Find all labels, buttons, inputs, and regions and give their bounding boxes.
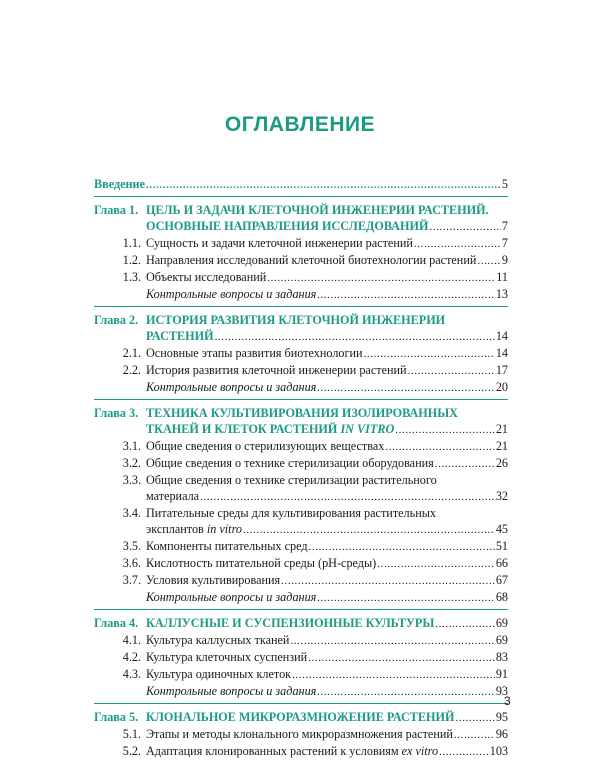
section-title: Общие сведения о стерилизующих веществах [146,439,385,453]
chapter-heading [94,405,508,421]
toc-page-number: 68 [495,590,508,604]
section-title: Направления исследований клеточной биотехнологии растений [146,253,477,267]
leader-dots [317,380,494,396]
section-entry [94,538,508,555]
toc-page-number: 9 [501,253,508,267]
section-title: эксплантов in vitro [146,522,242,536]
toc-page-number: 69 [495,616,508,630]
chapter-title: ЦЕЛЬ И ЗАДАЧИ КЛЕТОЧНОЙ ИНЖЕНЕРИИ РАСТЕНИЙ. [146,203,489,217]
section-entry [94,438,508,455]
section-entry [94,252,508,269]
section-entry [94,488,508,505]
section-title: Этапы и методы клонального микроразмножения растений [146,727,453,741]
toc-page-number: 103 [489,744,508,758]
toc-page-number: 45 [495,522,508,536]
divider [94,703,508,704]
section-title: материала [146,489,200,503]
leader-dots [414,236,501,252]
toc-page-number: 13 [495,287,508,301]
toc-page-number: 11 [496,270,508,284]
section-number: 4.1. [122,633,141,647]
page-number: 3 [504,694,511,708]
leader-dots [364,346,495,362]
chapter-heading [94,218,508,235]
toc-page-number: 5 [501,177,508,191]
section-number: 1.2. [122,253,141,267]
section-number: 3.6. [122,556,141,570]
divider [94,306,508,307]
section-number: 3.3. [122,473,141,487]
section-title: Кислотность питательной среды (pH-среды) [146,556,377,570]
chapter-title: ОСНОВНЫЕ НАПРАВЛЕНИЯ ИССЛЕДОВАНИЙ [146,219,429,233]
toc-page-number: 20 [495,380,508,394]
section-entry [94,555,508,572]
section-number: 1.3. [122,270,141,284]
chapter-heading [94,312,508,328]
section-title: Культура одиночных клеток [146,667,292,681]
chapter-title: РАСТЕНИЙ [146,329,214,343]
toc-page-number: 21 [495,422,508,436]
section-entry [94,743,508,760]
chapter-title: ТЕХНИКА КУЛЬТИВИРОВАНИЯ ИЗОЛИРОВАННЫХ [146,406,458,420]
section-number: 3.2. [122,456,141,470]
leader-dots [456,710,495,726]
section-number: 3.1. [122,439,141,453]
section-title: Общие сведения о технике стерилизации оборудования [146,456,434,470]
chapter-title: ТКАНЕЙ И КЛЕТОК РАСТЕНИЙ IN VITRO [146,422,395,436]
toc-page-number: 7 [501,219,508,233]
section-entry [94,649,508,666]
questions-label: Контрольные вопросы и задания [146,590,317,604]
toc-entry-label: Введение [94,177,145,191]
section-number: 1.1. [122,236,141,250]
section-number: 2.1. [122,346,141,360]
toc-page-number: 7 [501,236,508,250]
leader-dots [317,287,494,303]
section-number: 4.3. [122,667,141,681]
leader-dots [395,422,495,438]
section-number: 2.2. [122,363,141,377]
toc-page-number: 69 [495,633,508,647]
toc-page-number: 83 [495,650,508,664]
section-title: История развития клеточной инженерии растений [146,363,407,377]
section-title: Общие сведения о технике стерилизации растительного [146,473,437,487]
section-entry [94,572,508,589]
leader-dots [146,177,501,193]
chapter-heading [94,328,508,345]
toc-page-number: 91 [495,667,508,681]
section-entry [94,455,508,472]
chapter-number: Глава 3. [94,406,139,420]
section-entry [94,726,508,743]
leader-dots [477,253,501,269]
section-title: Основные этапы развития биотехнологии [146,346,363,360]
section-entry [94,269,508,286]
section-entry [94,472,508,488]
leader-dots [281,573,495,589]
chapter-number: Глава 1. [94,203,139,217]
section-number: 5.1. [122,727,141,741]
leader-dots [309,539,495,555]
toc-page-number: 96 [495,727,508,741]
leader-dots [267,270,495,286]
chapter-number: Глава 5. [94,710,139,724]
leader-dots [292,667,495,683]
questions-label: Контрольные вопросы и задания [146,380,317,394]
toc-page-number: 32 [495,489,508,503]
table-of-contents [94,176,508,760]
toc-page-number: 95 [495,710,508,724]
chapter-title: КЛОНАЛЬНОЕ МИКРОРАЗМНОЖЕНИЕ РАСТЕНИЙ [146,710,455,724]
leader-dots [200,489,495,505]
section-entry [94,521,508,538]
section-title: Питательные среды для культивирования растительных [146,506,436,520]
leader-dots [435,456,495,472]
toc-page-number: 67 [495,573,508,587]
chapter-title: КАЛЛУСНЫЕ И СУСПЕНЗИОННЫЕ КУЛЬТУРЫ [146,616,435,630]
section-title: Сущность и задачи клеточной инженерии растений [146,236,413,250]
chapter-heading [94,615,508,632]
section-number: 5.2. [122,744,141,758]
toc-page-number: 26 [495,456,508,470]
leader-dots [454,727,495,743]
section-entry [94,362,508,379]
section-number: 3.7. [122,573,141,587]
section-title: Культура каллусных тканей [146,633,290,647]
toc-page-number: 14 [495,329,508,343]
section-entry [94,345,508,362]
divider [94,196,508,197]
toc-page-number: 21 [495,439,508,453]
toc-page-number: 51 [495,539,508,553]
toc-entry-intro [94,176,508,193]
leader-dots [377,556,495,572]
chapter-title: ИСТОРИЯ РАЗВИТИЯ КЛЕТОЧНОЙ ИНЖЕНЕРИИ [146,313,446,327]
questions-entry [94,379,508,396]
leader-dots [408,363,495,379]
questions-entry [94,589,508,606]
leader-dots [435,616,495,632]
toc-page-number: 93 [495,684,508,698]
leader-dots [439,744,489,760]
leader-dots [308,650,495,666]
toc-page-number: 66 [495,556,508,570]
leader-dots [290,633,494,649]
questions-entry [94,683,508,700]
leader-dots [317,684,494,700]
questions-label: Контрольные вопросы и задания [146,287,317,301]
section-number: 3.4. [122,506,141,520]
chapter-heading [94,202,508,218]
section-number: 3.5. [122,539,141,553]
leader-dots [385,439,494,455]
chapter-heading [94,709,508,726]
toc-page-number: 14 [495,346,508,360]
chapter-heading [94,421,508,438]
section-number: 4.2. [122,650,141,664]
section-entry [94,666,508,683]
section-title: Компоненты питательных сред [146,539,308,553]
chapter-number: Глава 4. [94,616,139,630]
leader-dots [243,522,495,538]
leader-dots [429,219,500,235]
leader-dots [317,590,494,606]
section-title: Адаптация клонированных растений к условиям ex vitro [146,744,439,758]
questions-label: Контрольные вопросы и задания [146,684,317,698]
section-entry [94,235,508,252]
chapter-number: Глава 2. [94,313,139,327]
page-title: ОГЛАВЛЕНИЕ [224,113,376,136]
section-entry [94,505,508,521]
section-entry [94,632,508,649]
questions-entry [94,286,508,303]
leader-dots [215,329,495,345]
section-title: Культура клеточных суспензий [146,650,308,664]
divider [94,609,508,610]
section-title: Объекты исследований [146,270,267,284]
toc-page-number: 17 [495,363,508,377]
section-title: Условия культивирования [146,573,281,587]
divider [94,399,508,400]
